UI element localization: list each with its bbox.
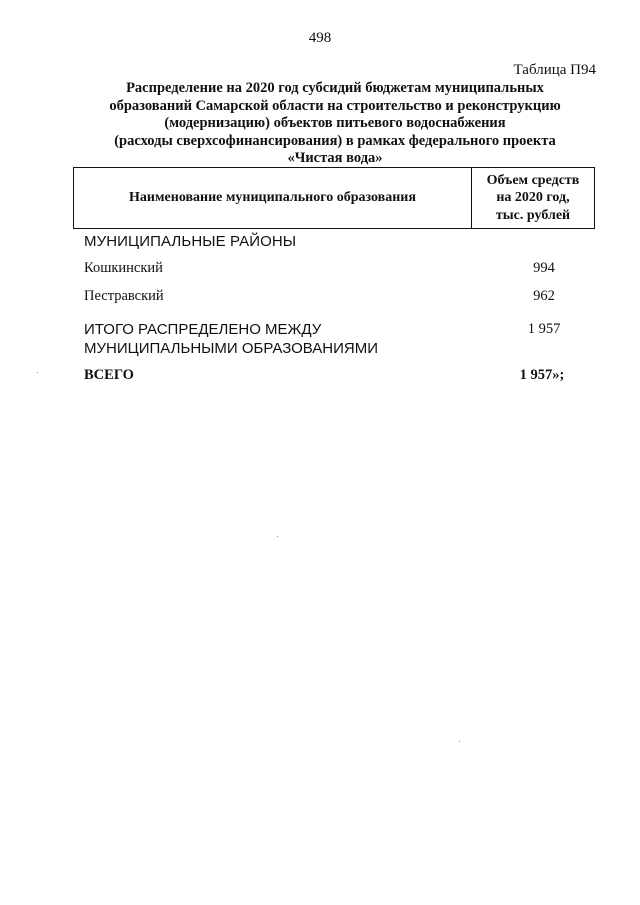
column-header-value-line: на 2020 год,: [496, 190, 570, 206]
table-header: [73, 167, 595, 229]
total-label: ВСЕГО: [84, 367, 134, 383]
column-header-name: Наименование муниципального образования: [74, 168, 472, 228]
row-value: 994: [533, 260, 555, 276]
subtotal-value: 1 957: [527, 321, 561, 337]
title-line: «Чистая вода»: [287, 150, 383, 166]
column-header-value-line: тыс. рублей: [495, 207, 571, 223]
scan-speck: [277, 536, 278, 537]
title-line: (модернизацию) объектов питьевого водоснабжения: [164, 115, 506, 131]
row-name: Кошкинский: [84, 260, 163, 276]
table-id: Таблица П94: [513, 62, 596, 78]
scan-speck: [37, 372, 38, 373]
title-line: Распределение на 2020 год субсидий бюджетам муниципальных: [126, 80, 544, 96]
subtotal-row: [84, 320, 584, 358]
section-label: МУНИЦИПАЛЬНЫЕ РАЙОНЫ: [84, 233, 297, 250]
subtotal-label-line: МУНИЦИПАЛЬНЫМИ ОБРАЗОВАНИЯМИ: [84, 340, 379, 357]
subtotal-label-line: ИТОГО РАСПРЕДЕЛЕНО МЕЖДУ: [84, 321, 322, 338]
page-number: 498: [308, 30, 332, 46]
title-line: (расходы сверхсофинансирования) в рамках федерального проекта: [114, 132, 556, 149]
title-line: образований Самарской области на строительство и реконструкцию: [109, 97, 561, 114]
total-value: 1 957»;: [519, 367, 565, 383]
row-value: 962: [533, 288, 555, 304]
column-header-value: [472, 168, 594, 228]
total-row: [84, 367, 584, 384]
scan-speck: [459, 741, 460, 742]
row-name: Пестравский: [84, 288, 164, 304]
document-title: [80, 80, 590, 168]
column-header-value-line: Объем средств: [486, 172, 580, 188]
